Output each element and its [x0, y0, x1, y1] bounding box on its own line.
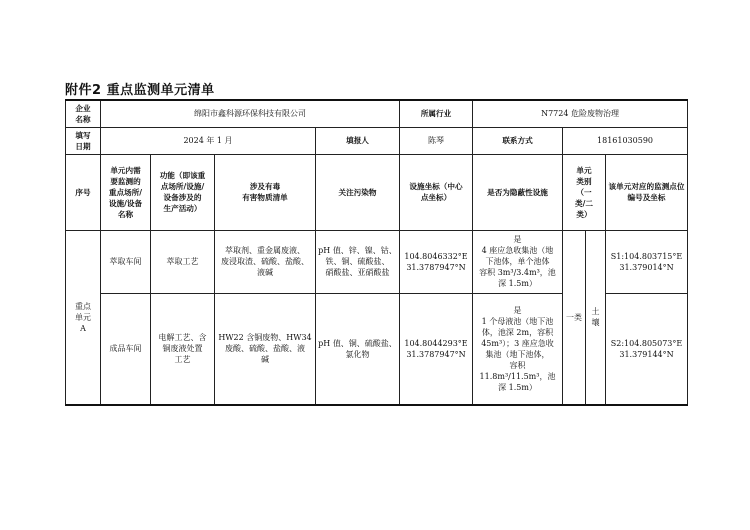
contact-value: 18161030590: [563, 127, 688, 154]
industry-label: 所属行业: [400, 100, 473, 127]
row2-function: 电解工艺、含 铜废液处置 工艺: [151, 293, 215, 405]
row2-place: 成品车间: [101, 293, 151, 405]
reporter-value: 陈琴: [400, 127, 473, 154]
monitoring-unit-table: [65, 99, 688, 406]
col-category: 单元 类别 （一 类/二 类）: [563, 154, 606, 230]
row2-point: S2:104.805073°E 31.379144°N: [606, 293, 688, 405]
col-place: 单元内需 要监测的 重点场所/ 设施/设备 名称: [101, 154, 151, 230]
date-value: 2024 年 1 月: [101, 127, 316, 154]
col-hidden: 是否为隐蔽性设施: [473, 154, 563, 230]
contact-label: 联系方式: [473, 127, 563, 154]
col-seq: 序号: [66, 154, 101, 230]
row2-toxic: HW22 含铜废物、HW34 废酸、硫酸、盐酸、液 碱: [215, 293, 316, 405]
col-function: 功能（即该重 点场所/设施/ 设备涉及的 生产活动）: [151, 154, 215, 230]
company-label: 企业 名称: [66, 100, 101, 127]
company-name: 绵阳市鑫科源环保科技有限公司: [101, 100, 400, 127]
row1-function: 萃取工艺: [151, 230, 215, 293]
col-pollutant: 关注污染物: [316, 154, 400, 230]
reporter-label: 填报人: [316, 127, 400, 154]
row2-pollutant: pH 值、铜、硫酸盐、 氯化物: [316, 293, 400, 405]
page-title: 附件2 重点监测单元清单: [65, 83, 215, 98]
row1-coord: 104.8046332°E 31.3787947°N: [400, 230, 473, 293]
soil-type: 土 壤: [586, 230, 606, 405]
industry-value: N7724 危险废物治理: [473, 100, 688, 127]
col-coord: 设施坐标（中心 点坐标）: [400, 154, 473, 230]
row1-place: 萃取车间: [101, 230, 151, 293]
date-label: 填写 日期: [66, 127, 101, 154]
row1-hidden: 是 4 座应急收集池（地 下池体，单个池体 容积 3m³/3.4m³，池 深 1.5m）: [473, 230, 563, 293]
row1-toxic: 萃取剂、重金属废液、 废浸取渣、硫酸、盐酸、 液碱: [215, 230, 316, 293]
col-points: 该单元对应的监测点位 编号及坐标: [606, 154, 688, 230]
unit-name: 重点 单元 A: [66, 230, 101, 405]
row1-pollutant: pH 值、锌、镍、钴、 铁、铜、硫酸盐、 硝酸盐、亚硝酸盐: [316, 230, 400, 293]
row1-point: S1:104.803715°E 31.379014°N: [606, 230, 688, 293]
row2-coord: 104.8044293°E 31.3787947°N: [400, 293, 473, 405]
col-toxic: 涉及有毒 有害物质清单: [215, 154, 316, 230]
row2-hidden: 是 1 个母液池（地下池 体，池深 2m，容积 45m³）；3 座应急收 集池（地下池体， 容积 11.8m³/11.5m³，池 深 1.5m）: [473, 293, 563, 405]
unit-category: 一类: [563, 230, 586, 405]
